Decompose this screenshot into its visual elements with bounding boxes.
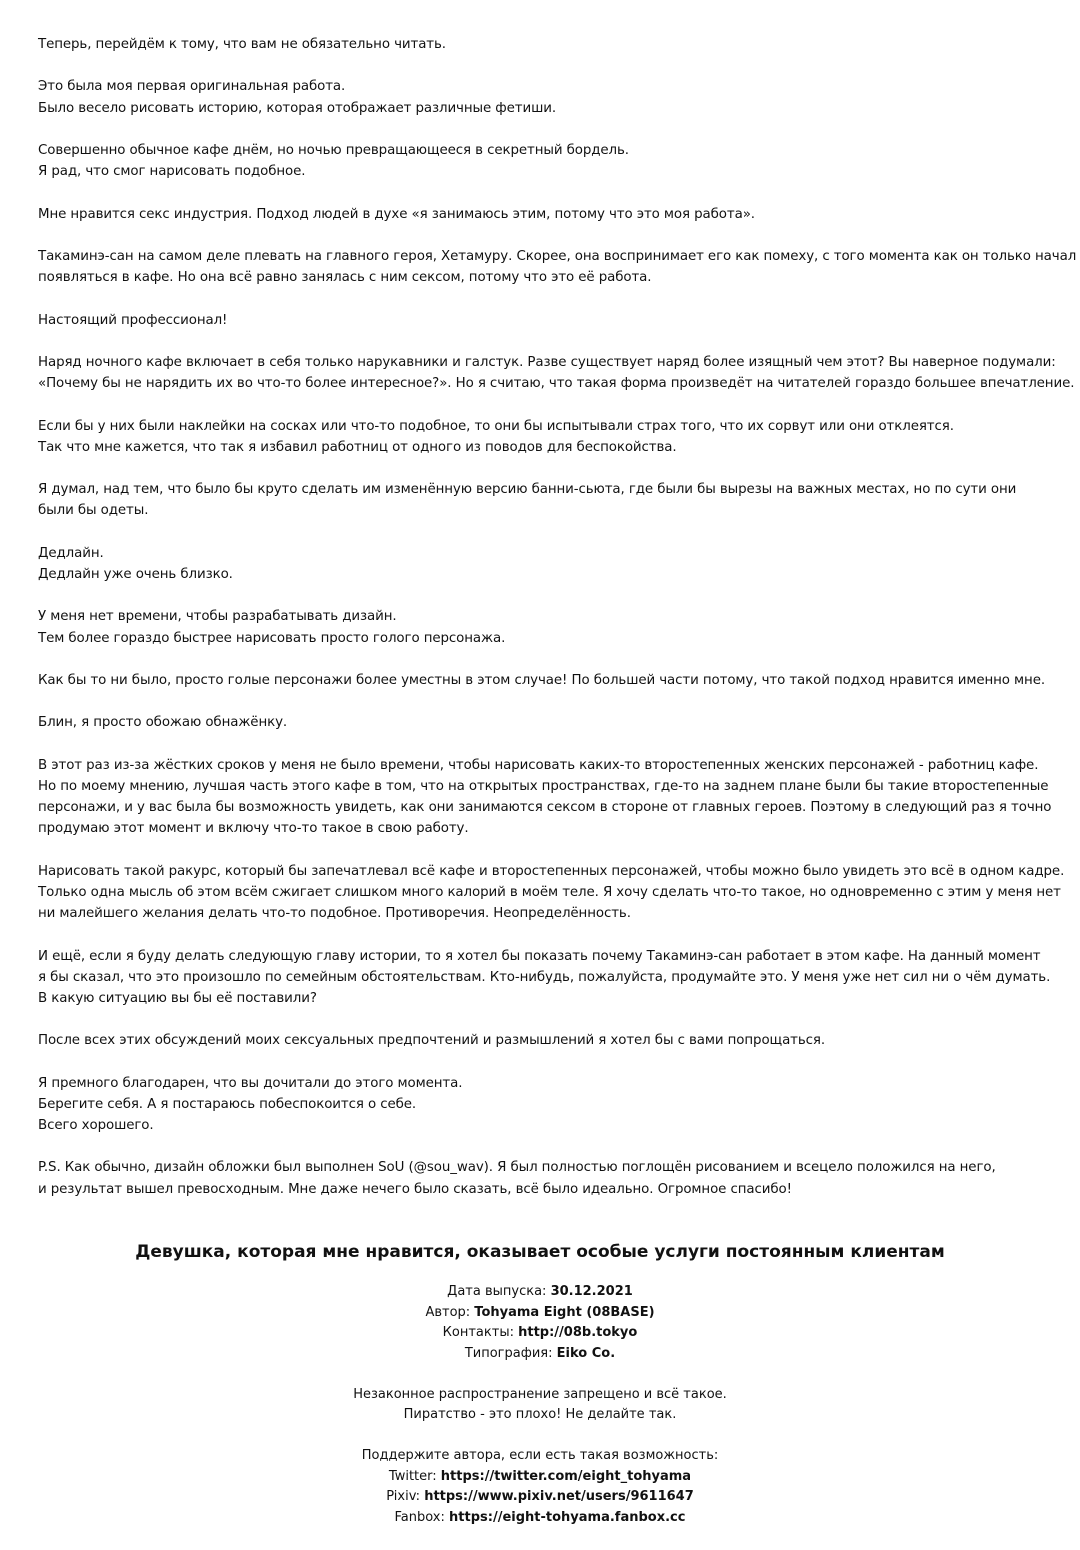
paragraph-10 — [38, 543, 1048, 585]
paragraph-line: В этот раз из-за жёстких сроков у меня не было времени, чтобы нарисовать каких-то второстепенных женских персонажей - работниц кафе. — [38, 757, 1039, 773]
paragraph-9 — [38, 479, 1048, 521]
work-title: Девушка, которая мне нравится, оказывает особые услуги постоянным клиентам — [135, 1242, 945, 1262]
contacts-link[interactable]: http://08b.tokyo — [518, 1325, 638, 1340]
paragraph-line: персонажи, и у вас была бы возможность увидеть, как они занимаются сексом в стороне от главных героев. Поэтому в следующий раз я точно — [38, 800, 1052, 816]
paragraph-line: Было весело рисовать историю, которая отображает различные фетиши. — [38, 100, 556, 116]
author-value: Tohyama Eight (08BASE) — [474, 1304, 655, 1320]
support-intro: Поддержите автора, если есть такая возможность: — [361, 1448, 719, 1463]
afterword-body — [38, 34, 1077, 1221]
paragraph-line: Я премного благодарен, что вы дочитали до этого момента. — [38, 1075, 463, 1091]
paragraph-6 — [38, 310, 1048, 331]
paragraph-1 — [38, 34, 1048, 55]
pixiv-label: Pixiv: — [386, 1489, 425, 1504]
twitter-link[interactable]: https://twitter.com/eight_tohyama — [440, 1468, 692, 1484]
typography-value: Eiko Co. — [556, 1345, 616, 1361]
fanbox-label: Fanbox: — [394, 1509, 450, 1525]
notice-line: Пиратство - это плохо! Не делайте так. — [403, 1407, 677, 1422]
paragraph-15 — [38, 861, 1065, 925]
piracy-notice — [0, 1385, 1080, 1426]
paragraph-16 — [38, 946, 1051, 1010]
paragraph-11 — [38, 606, 1048, 648]
release-date-label: Дата выпуска: — [447, 1284, 551, 1299]
author-label: Автор: — [425, 1304, 475, 1320]
paragraph-line: Мне нравится секс индустрия. Подход людей в духе «я занимаюсь этим, потому что это моя работа». — [38, 206, 755, 222]
paragraph-line: В какую ситуацию вы бы её поставили? — [38, 990, 317, 1006]
author-row — [0, 1303, 1080, 1324]
paragraph-line: Блин, я просто обожаю обнажёнку. — [38, 715, 288, 731]
pixiv-link[interactable]: https://www.pixiv.net/users/9611647 — [424, 1489, 694, 1504]
paragraph-line: «Почему бы не нарядить их во что-то более интересное?». Но я считаю, что такая форма произведёт на читателей гораздо большее впечатление. — [38, 376, 1075, 392]
typography-row — [0, 1344, 1080, 1365]
paragraph-line: Я рад, что смог нарисовать подобное. — [38, 164, 306, 180]
paragraph-line: Дедлайн уже очень близко. — [38, 566, 233, 582]
paragraph-line: Так что мне кажется, что так я избавил работниц от одного из поводов для беспокойства. — [38, 439, 677, 455]
twitter-label: Twitter: — [388, 1468, 441, 1484]
pixiv-row — [0, 1487, 1080, 1508]
paragraph-line: Наряд ночного кафе включает в себя только нарукавники и галстук. Разве существует наряд более изящный чем этот? Вы наверное подумали: — [38, 354, 1056, 370]
paragraph-3 — [38, 140, 1048, 182]
paragraph-line: Если бы у них были наклейки на сосках или что-то подобное, то они бы испытывали страх того, что их сорвут или они отклеятся. — [38, 418, 954, 434]
paragraph-line: Нарисовать такой ракурс, который бы запечатлевал всё кафе и второстепенных персонажей, чтобы можно было увидеть это всё в одном кадре. — [38, 863, 1065, 879]
paragraph-line: были бы одеты. — [38, 503, 149, 519]
release-info — [0, 1282, 1080, 1364]
paragraph-line: P.S. Как обычно, дизайн обложки был выполнен SoU (@sou_wav). Я был полностью поглощён рисованием и всецело положился на него, — [38, 1160, 996, 1176]
paragraph-line: После всех этих обсуждений моих сексуальных предпочтений и размышлений я хотел бы с вами попрощаться. — [38, 1033, 826, 1049]
paragraph-line: Но по моему мнению, лучшая часть этого кафе в том, что на открытых пространствах, где-то на заднем плане были бы такие второстепенные — [38, 778, 1049, 794]
paragraph-line: Теперь, перейдём к тому, что вам не обязательно читать. — [38, 37, 446, 52]
paragraph-12 — [38, 670, 1048, 691]
paragraph-line: появляться в кафе. Но она всё равно занялась с ним сексом, потому что это её работа. — [38, 270, 652, 286]
paragraph-2 — [38, 76, 1048, 118]
fanbox-row — [0, 1508, 1080, 1529]
paragraph-line: Как бы то ни было, просто голые персонажи более уместны в этом случае! По большей части потому, что такой подход нравится именно мне. — [38, 672, 1045, 688]
paragraph-18 — [38, 1073, 1048, 1137]
notice-line: Незаконное распространение запрещено и всё такое. — [353, 1386, 727, 1402]
paragraph-line: И ещё, если я буду делать следующую главу истории, то я хотел бы показать почему Такаминэ-сан работает в этом кафе. На данный момент — [38, 948, 1041, 964]
fanbox-link[interactable]: https://eight-tohyama.fanbox.cc — [449, 1509, 686, 1525]
paragraph-line: Настоящий профессионал! — [38, 312, 228, 328]
release-date-value: 30.12.2021 — [550, 1284, 633, 1299]
paragraph-line: продумаю этот момент и включу что-то такое в свою работу. — [38, 821, 469, 837]
paragraph-line: У меня нет времени, чтобы разрабатывать дизайн. — [38, 609, 397, 625]
paragraph-7 — [38, 352, 1075, 394]
support-links — [0, 1446, 1080, 1528]
paragraph-17 — [38, 1030, 1048, 1051]
release-date-row — [0, 1282, 1080, 1303]
paragraph-line: ни малейшего желания делать что-то подобное. Противоречия. Неопределённость. — [38, 906, 631, 922]
paragraph-line: Тем более гораздо быстрее нарисовать просто голого персонажа. — [38, 630, 506, 646]
paragraph-8 — [38, 416, 1048, 458]
paragraph-line: и результат вышел превосходным. Мне даже нечего было сказать, всё было идеально. Огромное спасибо! — [38, 1181, 792, 1197]
paragraph-5 — [38, 246, 1077, 288]
contacts-row — [0, 1323, 1080, 1344]
paragraph-line: я бы сказал, что это произошло по семейным обстоятельствам. Кто-нибудь, пожалуйста, продумайте это. У меня уже нет сил ни о чём думать. — [38, 969, 1051, 985]
paragraph-line: Дедлайн. — [38, 545, 104, 561]
paragraph-19 — [38, 1157, 1048, 1199]
paragraph-line: Всего хорошего. — [38, 1118, 154, 1134]
paragraph-14 — [38, 755, 1052, 840]
typography-label: Типография: — [464, 1345, 557, 1361]
paragraph-line: Совершенно обычное кафе днём, но ночью превращающееся в секретный бордель. — [38, 142, 629, 158]
credits-block — [0, 1240, 1080, 1549]
twitter-row — [0, 1467, 1080, 1488]
paragraph-4 — [38, 204, 1048, 225]
paragraph-13 — [38, 712, 1048, 733]
paragraph-line: Берегите себя. А я постараюсь побеспокоится о себе. — [38, 1096, 417, 1112]
paragraph-line: Это была моя первая оригинальная работа. — [38, 79, 346, 95]
paragraph-line: Я думал, над тем, что было бы круто сделать им изменённую версию банни-сьюта, где были бы вырезы на важных местах, но по сути они — [38, 482, 1017, 498]
paragraph-line: Только одна мысль об этом всём сжигает слишком много калорий в моём теле. Я хочу сделать что-то такое, но одновременно с этим у меня нет — [38, 884, 1061, 900]
paragraph-line: Такаминэ-сан на самом деле плевать на главного героя, Хетамуру. Скорее, она воспринимает его как помеху, с того момента как он только начал — [38, 248, 1077, 264]
contacts-label: Контакты: — [442, 1325, 519, 1340]
